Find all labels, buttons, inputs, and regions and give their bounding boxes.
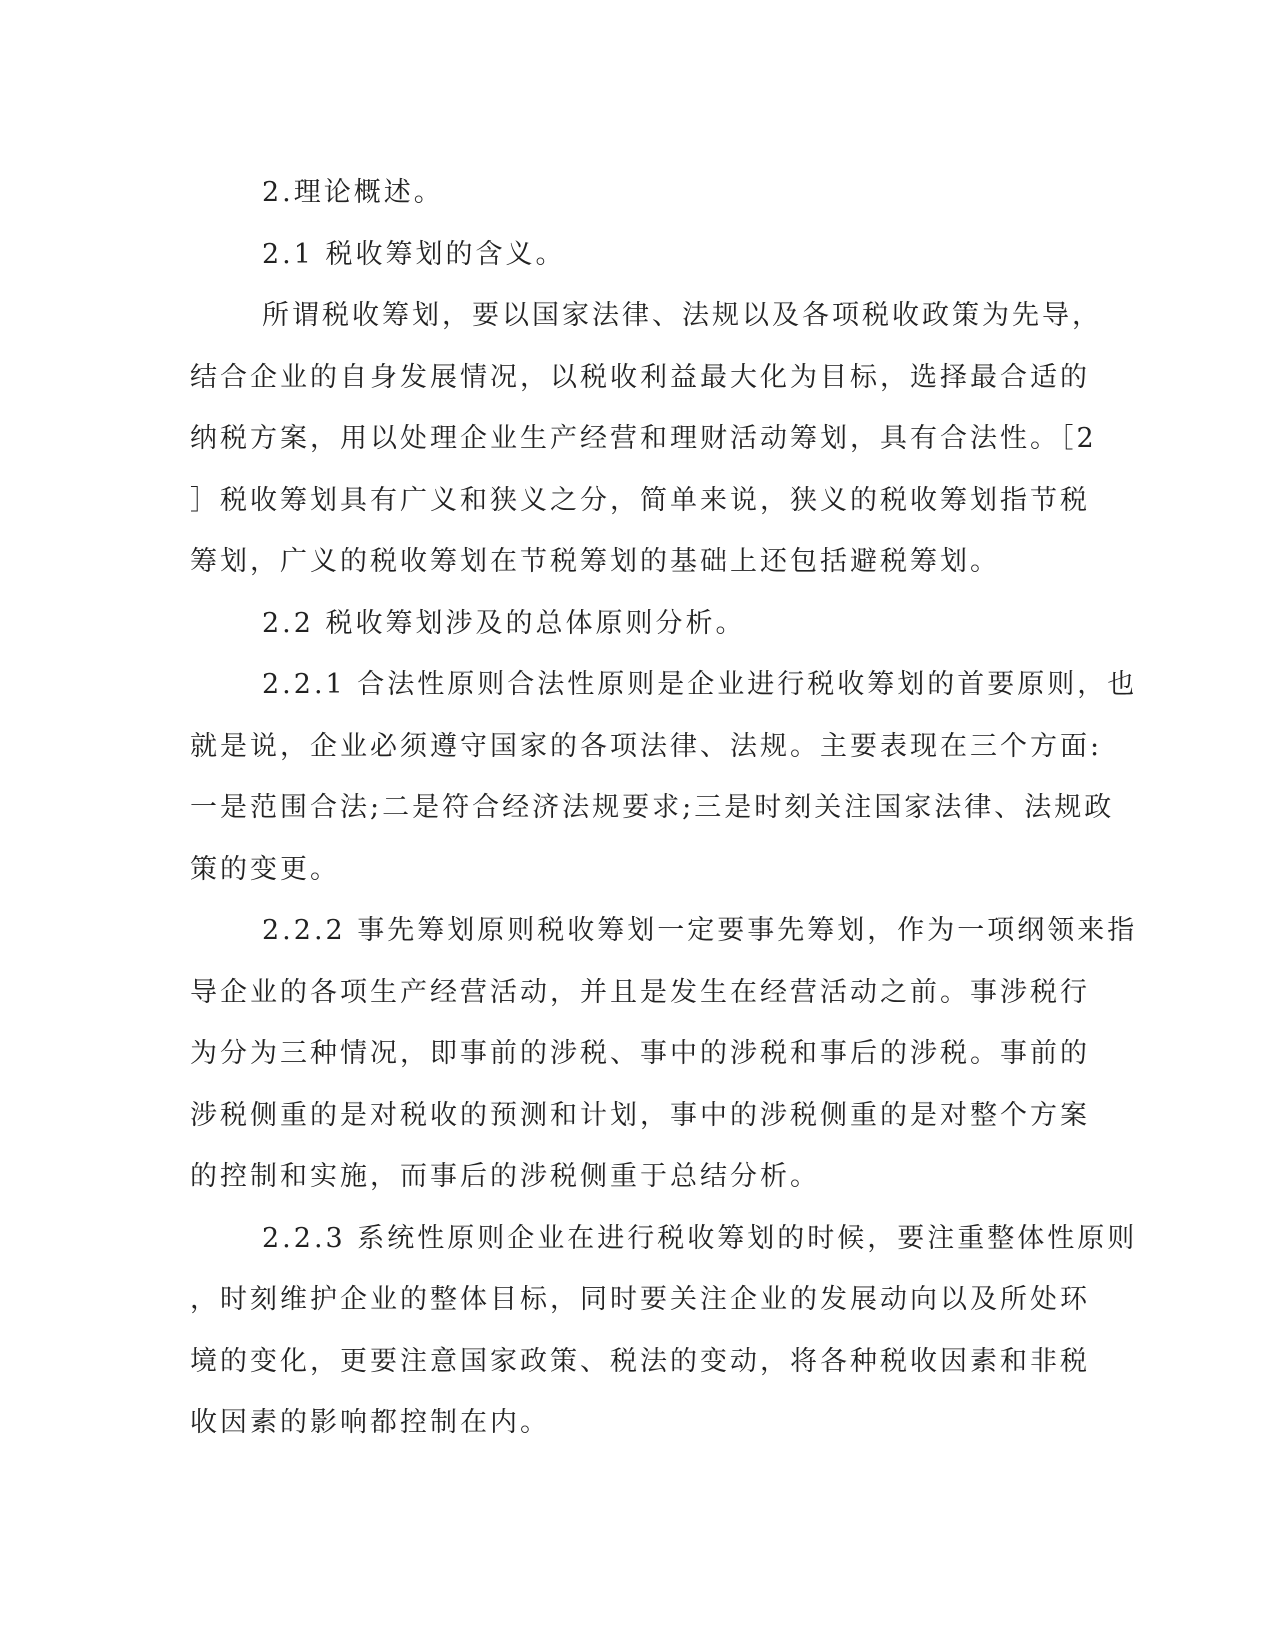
paragraph-line: 纳税方案，用以处理企业生产经营和理财活动筹划，具有合法性。［2 xyxy=(190,423,1097,454)
paragraph-line: 2.2.2 事先筹划原则税收筹划一定要事先筹划，作为一项纲领来指 xyxy=(262,915,1138,946)
heading-section-2: 2.理论概述。 xyxy=(262,177,444,208)
paragraph-line: 一是范围合法;二是符合经济法规要求;三是时刻关注国家法律、法规政 xyxy=(190,792,1115,823)
paragraph-line: 所谓税收筹划，要以国家法律、法规以及各项税收政策为先导， xyxy=(262,300,1102,331)
paragraph-line: ］税收筹划具有广义和狭义之分，简单来说，狭义的税收筹划指节税 xyxy=(190,484,1090,516)
heading-section-2-2: 2.2 税收筹划涉及的总体原则分析。 xyxy=(262,607,746,639)
paragraph-line: 导企业的各项生产经营活动，并且是发生在经营活动之前。事涉税行 xyxy=(190,976,1090,1008)
paragraph-line: 策的变更。 xyxy=(190,853,340,885)
paragraph-line: 的控制和实施，而事后的涉税侧重于总结分析。 xyxy=(190,1161,820,1192)
heading-section-2-1: 2.1 税收筹划的含义。 xyxy=(262,238,566,270)
paragraph-line: 结合企业的自身发展情况，以税收利益最大化为目标，选择最合适的 xyxy=(190,361,1090,393)
document-body xyxy=(190,162,1138,1454)
paragraph-line: 涉税侧重的是对税收的预测和计划，事中的涉税侧重的是对整个方案 xyxy=(190,1099,1090,1131)
paragraph-line: 就是说，企业必须遵守国家的各项法律、法规。主要表现在三个方面: xyxy=(190,730,1103,762)
paragraph-line: 境的变化，更要注意国家政策、税法的变动，将各种税收因素和非税 xyxy=(190,1345,1090,1377)
paragraph-line: ，时刻维护企业的整体目标，同时要关注企业的发展动向以及所处环 xyxy=(190,1284,1090,1315)
paragraph-line: 2.2.3 系统性原则企业在进行税收筹划的时候，要注重整体性原则 xyxy=(262,1222,1138,1254)
paragraph-line: 收因素的影响都控制在内。 xyxy=(190,1407,550,1438)
paragraph-line: 筹划，广义的税收筹划在节税筹划的基础上还包括避税筹划。 xyxy=(190,546,1000,577)
paragraph-line: 为分为三种情况，即事前的涉税、事中的涉税和事后的涉税。事前的 xyxy=(190,1038,1090,1069)
paragraph-line: 2.2.1 合法性原则合法性原则是企业进行税收筹划的首要原则，也 xyxy=(262,669,1138,700)
